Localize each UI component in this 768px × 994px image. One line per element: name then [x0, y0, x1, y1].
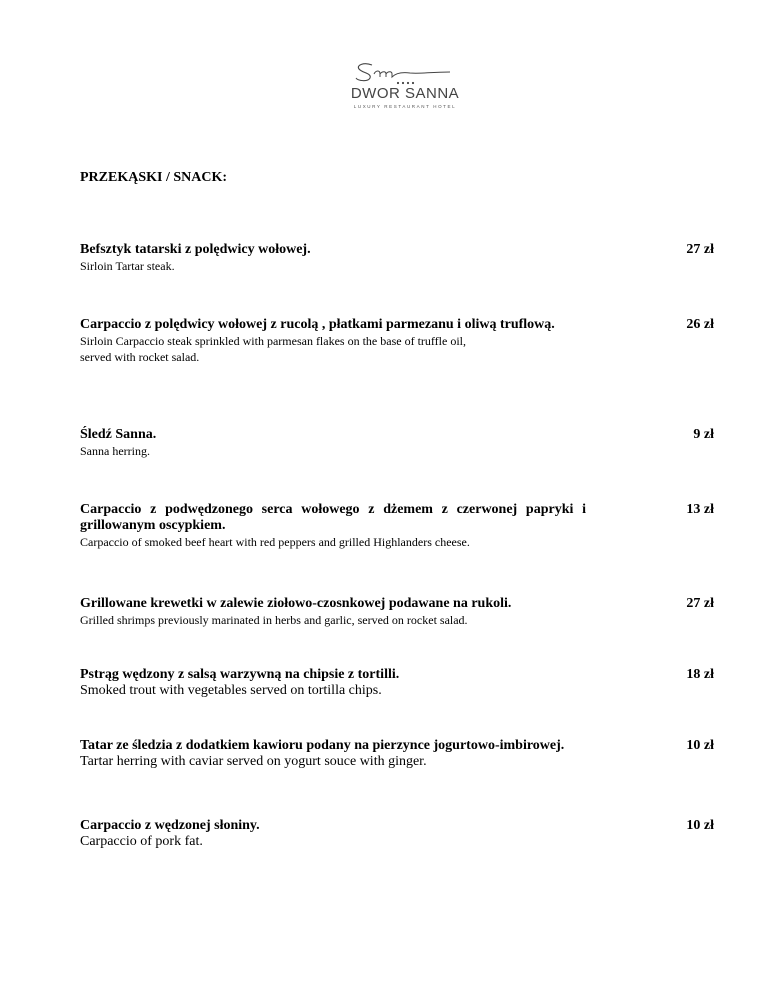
item-description: Sirloin Carpaccio steak sprinkled with parmesan flakes on the base of truffle oil, served with rocket salad.: [80, 334, 467, 364]
item-name: Tatar ze śledzia z dodatkiem kawioru podany na pierzynce jogurtowo-imbirowej.: [80, 738, 565, 753]
item-description: Sirloin Tartar steak.: [80, 259, 175, 273]
logo-tagline: LUXURY RESTAURANT HOTEL: [353, 104, 457, 109]
menu-item: [80, 427, 716, 459]
item-name: Pstrąg wędzony z salsą warzywną na chipsie z tortilli.: [80, 667, 400, 682]
menu-item: [80, 667, 716, 699]
item-description: Sanna herring.: [80, 444, 150, 458]
menu-item: [80, 596, 716, 628]
item-price: 9 zł: [693, 427, 714, 442]
item-price: 10 zł: [686, 818, 714, 833]
menu-item: [80, 317, 716, 365]
item-price: 10 zł: [686, 738, 714, 753]
logo-name: DWOR SANNA: [350, 85, 460, 102]
item-description: Carpaccio of smoked beef heart with red peppers and grilled Highlanders cheese.: [80, 535, 470, 549]
item-price: 26 zł: [686, 317, 714, 332]
item-name: Befsztyk tatarski z polędwicy wołowej.: [80, 242, 311, 257]
menu-item: [80, 738, 716, 770]
menu-item: [80, 818, 716, 850]
item-price: 27 zł: [686, 596, 714, 611]
menu-item: [80, 502, 716, 550]
item-price: 13 zł: [686, 502, 714, 517]
item-description: Smoked trout with vegetables served on tortilla chips.: [80, 683, 382, 698]
script-signature-logo-icon: [350, 60, 460, 86]
item-description: Carpaccio of pork fat.: [80, 834, 203, 849]
item-name: Carpaccio z podwędzonego serca wołowego z dżemem z czerwonej papryki i grillowanym oscypkiem.: [80, 502, 586, 533]
item-description: Grilled shrimps previously marinated in herbs and garlic, served on rocket salad.: [80, 613, 468, 627]
menu-item: [80, 242, 716, 274]
item-name: Grillowane krewetki w zalewie ziołowo-czosnkowej podawane na rukoli.: [80, 596, 512, 611]
section-title: PRZEKĄSKI / SNACK:: [80, 170, 228, 185]
item-price: 27 zł: [686, 242, 714, 257]
item-description: Tartar herring with caviar served on yogurt souce with ginger.: [80, 754, 427, 769]
restaurant-logo: [330, 60, 480, 120]
item-price: 18 zł: [686, 667, 714, 682]
item-name: Carpaccio z wędzonej słoniny.: [80, 818, 260, 833]
item-name: Carpaccio z polędwicy wołowej z rucolą , płatkami parmezanu i oliwą truflową.: [80, 317, 555, 332]
item-name: Śledź Sanna.: [80, 427, 157, 442]
